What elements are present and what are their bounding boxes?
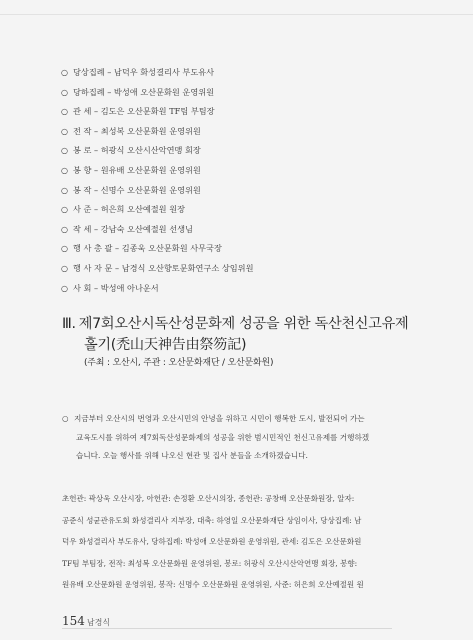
role-text: 전 작 – 최성복 오산문화원 운영위원 [73,125,201,136]
intro-paragraph [62,410,427,466]
credits-paragraph [62,488,430,596]
role-bullet: ○ [61,185,68,195]
role-item [61,161,421,181]
role-bullet: ○ [61,244,68,254]
role-text: 봉 작 – 신명수 오산문화원 운영위원 [73,184,201,195]
section-title-line1: 제7회오산시독산성문화제 성공을 위한 독산천신고유제 [78,316,409,332]
role-text: 봉 향 – 원유배 오산문화원 운영위원 [73,164,201,175]
intro-line-1: 지금부터 오산시의 번영과 오산시민의 안녕을 위하고 시민이 행복한 도시, 발전되어 가는 [74,414,365,423]
role-item [61,239,421,259]
role-text: 사 회 – 박성애 아나운서 [73,282,159,293]
role-item [61,259,421,279]
section-number: Ⅲ. [62,316,76,332]
role-item [61,220,421,240]
section-title [62,314,442,356]
role-text: 관 세 – 김도은 오산문화원 TF팀 부팀장 [73,106,215,117]
role-text: 당하집례 – 박성애 오산문화원 운영위원 [73,86,215,97]
role-item [61,122,421,142]
header-rule [0,14,473,15]
role-text: 행 사 자 문 – 남경식 오산향토문화연구소 상임위원 [73,262,254,273]
role-bullet: ○ [61,107,68,117]
role-text: 당상집례 – 남덕우 화성결리사 부도유사 [73,67,215,77]
role-text: 작 세 – 강남숙 오산예절원 선생님 [73,223,193,234]
role-item [61,279,421,299]
role-bullet: ○ [61,283,68,293]
credits-line: 덕우 화성결리사 부도유사, 당하집례: 박성애 오산문화원 운영위원, 관세: 김도은 오산문화원 [62,537,362,546]
credits-line: 공준식 성균관유도회 화성결리사 지부장, 대축: 하영일 오산문화재단 상임이사, 당상집례: 남 [62,515,362,525]
page-number: 154 [62,614,85,628]
section-subtitle: (주최 : 오산시, 주관 : 오산문화재단 / 오산문화원) [84,358,274,368]
role-text: 행 사 총 괄 – 김종욱 오산문화원 사무국장 [73,243,222,254]
credits-line: TF팀 부팀장, 전작: 최성복 오산문화원 운영위원, 봉로: 허광식 오산시산악연맹 회장, 봉향: [62,558,358,568]
intro-bullet: ○ [62,414,69,423]
role-item [61,181,421,201]
role-text: 사 준 – 허은희 오산예절원 원장 [73,204,186,215]
role-text: 봉 로 – 허광식 오산시산악연맹 회장 [73,145,201,156]
intro-line-2: 교육도시를 위하여 제7회독산성문화제의 성공을 위한 범시민적인 천신고유제를 거행하겠 [76,432,370,442]
role-bullet: ○ [61,146,68,156]
footer-section-name: 남경식 [86,618,111,627]
role-bullet: ○ [61,263,68,273]
footer-rule [62,628,392,629]
role-item [61,63,421,83]
page-footer [62,614,110,628]
role-bullet: ○ [61,224,68,234]
role-bullet: ○ [61,87,68,97]
role-bullet: ○ [61,126,68,136]
role-bullet: ○ [61,68,68,77]
section-title-line2: 홀기(禿山天神告由祭笏記) [84,337,247,353]
role-item [61,200,421,220]
credits-line: 초헌관: 곽상욱 오산시장, 아헌관: 손정환 오산시의장, 종헌관: 공창배 오산문화원장, 알자: [62,494,355,503]
role-item [61,83,421,103]
role-item [61,141,421,161]
role-list [61,63,421,298]
role-item [61,102,421,122]
credits-line: 원유배 오산문화원 운영위원, 봉작: 신명수 오산문화원 운영위원, 사준: 허은희 오산예절원 원 [62,580,364,589]
role-bullet: ○ [61,165,68,175]
role-bullet: ○ [61,205,68,215]
intro-line-3: 습니다. 오늘 행사를 위해 나오신 현관 및 집사 분들을 소개하겠습니다. [76,451,308,460]
